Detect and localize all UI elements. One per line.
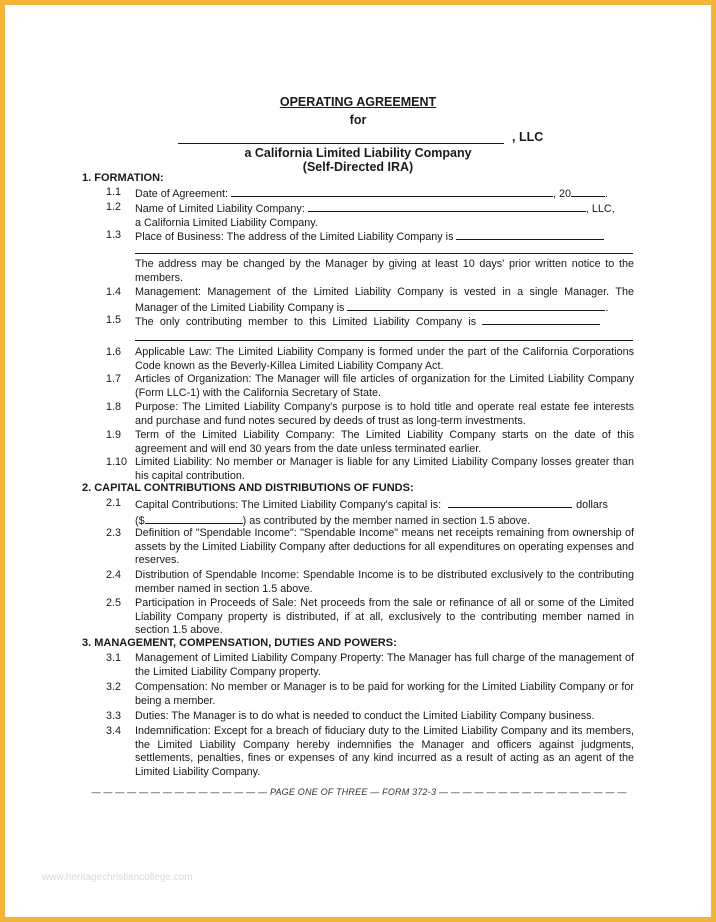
item-text: Duties: The Manager is to do what is needed to conduct the Limited Liability Company business. — [135, 710, 595, 722]
item-1-2 — [106, 201, 634, 230]
for-label: for — [349, 113, 367, 127]
dollars-label: dollars — [576, 499, 608, 511]
llc-tail: , LLC, — [585, 203, 615, 215]
item-number: 1.2 — [106, 201, 122, 213]
dollar-sign: ($ — [135, 514, 145, 527]
section-management: 3. MANAGEMENT, COMPENSATION, DUTIES AND POWERS: — [82, 637, 397, 649]
item-1-3 — [106, 229, 634, 245]
document-title: OPERATING AGREEMENT — [279, 95, 437, 109]
year-prefix: , 20 — [553, 188, 572, 200]
company-name-blank[interactable] — [308, 201, 586, 212]
date-of-agreement-blank[interactable] — [231, 186, 553, 197]
item-1-1 — [106, 186, 634, 202]
item-text: Term of the Limited Liability Company: The Limited Liability Company starts on the date of this agreement and will end 30 years from the date unless terminated earlier. — [135, 429, 634, 455]
item-number: 1.5 — [106, 314, 122, 326]
item-text: Distribution of Spendable Income: Spendable Income is to be distributed exclusively to the contributing member named in section 1.5 above. — [135, 569, 634, 595]
item-text: The address may be changed by the Manager by giving at least 10 days' prior written notice to the members. — [135, 258, 634, 284]
llc-suffix: , LLC — [512, 130, 544, 144]
item-1-10 — [106, 456, 634, 483]
item-text: Limited Liability: No member or Manager is liable for any Limited Liability Company losses greater than his capital contribution. — [135, 456, 634, 482]
item-text-line2: a California Limited Liability Company. — [135, 216, 318, 229]
item-2-5 — [106, 597, 634, 638]
item-1-3-continued — [106, 258, 634, 285]
page-footer: — — — — — — — — — — — — — — — PAGE ONE OF THREE — FORM 372-3 — — — — — — — — — — — — — — — — — [91, 787, 627, 797]
item-text: Compensation: No member or Manager is to be paid for working for the Limited Liability Company or for being a member. — [135, 681, 634, 707]
item-text: Definition of "Spendable Income": "Spendable Income" means net receipts remaining from ownership of assets by the Limited Liability Company after deductions for all expenditures on operating expenses and reserves. — [135, 527, 634, 567]
item-3-3 — [106, 710, 634, 724]
watermark-text: www.heritagechristiancollege.com — [42, 872, 193, 883]
year-blank[interactable] — [571, 186, 605, 197]
item-2-1 — [106, 497, 634, 528]
item-1-4 — [106, 286, 634, 315]
llc-name-blank[interactable] — [178, 131, 504, 144]
item-1-6 — [106, 346, 634, 373]
item-text: Management of Limited Liability Company Property: The Manager has full charge of the management of the Limited Liability Company property. — [135, 652, 634, 678]
document-subtitle-ira: (Self-Directed IRA) — [302, 160, 414, 174]
item-number: 3.4 — [106, 725, 122, 737]
item-number: 2.4 — [106, 569, 122, 581]
item-number: 1.7 — [106, 373, 122, 385]
item-1-8 — [106, 401, 634, 428]
item-1-5 — [106, 314, 634, 330]
item-text: Purpose: The Limited Liability Company's purpose is to hold title and operate real estate fee interests and purchase and fund notes secured by deeds of trust as long-term investments. — [135, 401, 634, 427]
item-number: 2.3 — [106, 527, 122, 539]
item-text: Management: Management of the Limited Liability Company is vested in a single Manager. The Manager of the Limited Liability Company is — [135, 286, 634, 314]
item-number: 1.4 — [106, 286, 122, 298]
period: . — [605, 188, 609, 200]
item-text: Articles of Organization: The Manager will file articles of organization for the Limited Liability Company (Form LLC-1) with the California Secretary of State. — [135, 373, 634, 399]
item-text: Indemnification: Except for a breach of fiduciary duty to the Limited Liability Company and its members, the Limited Liability Company hereby indemnifies the Manager and officers against judgments, settlements, penalties, fines or expenses of any kind incurred as a result of acting as an agent of the Limited Liability Company. — [135, 725, 634, 778]
item-text: Applicable Law: The Limited Liability Company is formed under the part of the California Corporations Code known as the Beverly-Killea Limited Liability Company Act. — [135, 346, 634, 372]
item-text: Capital Contributions: The Limited Liability Company's capital is: — [135, 499, 442, 511]
item-text: The only contributing member to this Limited Liability Company is — [135, 316, 477, 328]
contributing-member-blank-line2[interactable] — [135, 340, 633, 341]
item-text: Place of Business: The address of the Limited Liability Company is — [135, 231, 454, 243]
item-1-7 — [106, 373, 634, 400]
capital-amount-words-blank[interactable] — [448, 497, 572, 508]
item-number: 1.1 — [106, 186, 122, 198]
contributing-member-blank[interactable] — [482, 314, 600, 325]
item-3-4 — [106, 725, 634, 779]
item-number: 3.1 — [106, 652, 122, 664]
item-text: Name of Limited Liability Company: — [135, 203, 305, 215]
manager-name-blank[interactable] — [347, 300, 605, 311]
place-of-business-blank-line2[interactable] — [135, 253, 633, 254]
item-number: 1.8 — [106, 401, 122, 413]
item-number: 3.2 — [106, 681, 122, 693]
item-number: 1.9 — [106, 429, 122, 441]
item-number: 2.1 — [106, 497, 122, 509]
capital-amount-number-blank[interactable] — [145, 513, 243, 524]
document-subtitle: a California Limited Liability Company — [244, 146, 472, 160]
item-number: 3.3 — [106, 710, 122, 722]
item-3-2 — [106, 681, 634, 708]
place-of-business-blank[interactable] — [456, 229, 604, 240]
section-formation: 1. FORMATION: — [82, 172, 164, 184]
item-number: 2.5 — [106, 597, 122, 609]
item-2-4 — [106, 569, 634, 596]
section-capital-contributions: 2. CAPITAL CONTRIBUTIONS AND DISTRIBUTIONS OF FUNDS: — [82, 482, 414, 494]
item-number: 1.6 — [106, 346, 122, 358]
item-text: Participation in Proceeds of Sale: Net proceeds from the sale or refinance of all or some of the Limited Liability Company property is distributed, if at all, exclusively to the contributing member named in section 1.5 above. — [135, 597, 634, 637]
item-1-9 — [106, 429, 634, 456]
item-number: 1.3 — [106, 229, 122, 241]
item-2-3 — [106, 527, 634, 568]
item-text-line2: ) as contributed by the member named in section 1.5 above. — [242, 514, 531, 527]
item-number: 1.10 — [106, 456, 128, 468]
item-text: Date of Agreement: — [135, 188, 229, 200]
period: . — [605, 301, 609, 314]
item-3-1 — [106, 652, 634, 679]
